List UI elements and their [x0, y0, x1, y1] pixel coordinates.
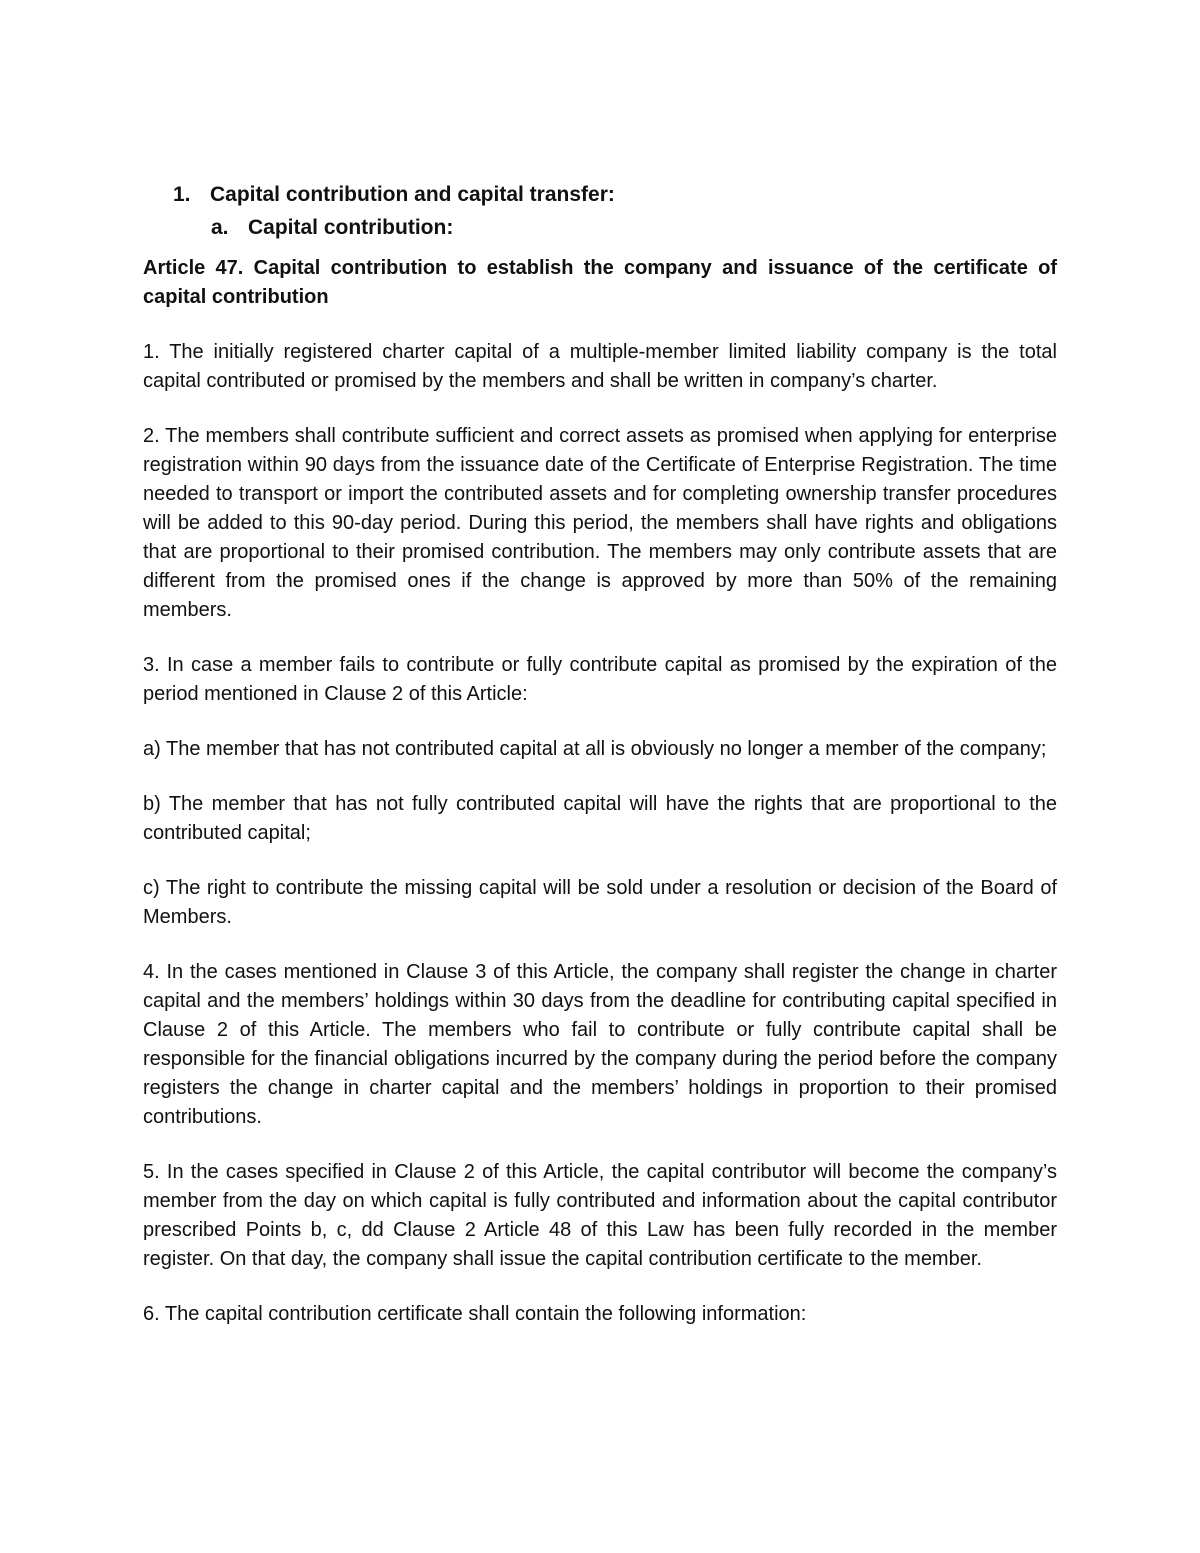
clause-3a-paragraph: a) The member that has not contributed capital at all is obviously no longer a member of the company; [143, 738, 1047, 760]
clause-3b-paragraph: b) The member that has not fully contributed capital will have the rights that are proportional to the contributed capital; [143, 793, 1057, 844]
article-title: Article 47. Capital contribution to establish the company and issuance of the certificate of capital contribution [143, 257, 1057, 308]
section-number: 1. [173, 183, 191, 206]
clause-2-paragraph: 2. The members shall contribute sufficient and correct assets as promised when applying for enterprise registration within 90 days from the issuance date of the Certificate of Enterprise Registration. The time needed to transport or import the contributed assets and for completing ownership transfer procedures will be added to this 90-day period. During this period, the members shall have rights and obligations that are proportional to their promised contribution. The members may only contribute assets that are different from the promised ones if the change is approved by more than 50% of the remaining members. [143, 425, 1057, 621]
section-heading [143, 178, 1057, 211]
clause-3c-paragraph: c) The right to contribute the missing capital will be sold under a resolution or decision of the Board of Members. [143, 877, 1057, 928]
subsection-heading [143, 211, 1057, 244]
clause-5-paragraph: 5. In the cases specified in Clause 2 of this Article, the capital contributor will become the company’s member from the day on which capital is fully contributed and information about the capital contributor prescribed Points b, c, dd Clause 2 Article 48 of this Law has been fully recorded in the member register. On that day, the company shall issue the capital contribution certificate to the member. [143, 1161, 1057, 1270]
clause-1-paragraph: 1. The initially registered charter capital of a multiple-member limited liability company is the total capital contributed or promised by the members and shall be written in company’s charter. [143, 341, 1057, 392]
subsection-letter: a. [211, 216, 229, 239]
clause-4-paragraph: 4. In the cases mentioned in Clause 3 of this Article, the company shall register the change in charter capital and the members’ holdings within 30 days from the deadline for contributing capital specified in Clause 2 of this Article. The members who fail to contribute or fully contribute capital shall be responsible for the financial obligations incurred by the company during the period before the company registers the change in charter capital and the members’ holdings in proportion to their promised contributions. [143, 961, 1057, 1128]
subsection-title: Capital contribution: [248, 216, 454, 239]
document-body [143, 178, 1057, 1329]
clause-3-paragraph: 3. In case a member fails to contribute or fully contribute capital as promised by the expiration of the period mentioned in Clause 2 of this Article: [143, 654, 1057, 705]
section-title: Capital contribution and capital transfer: [210, 183, 615, 206]
clause-6-paragraph: 6. The capital contribution certificate shall contain the following information: [143, 1303, 807, 1325]
